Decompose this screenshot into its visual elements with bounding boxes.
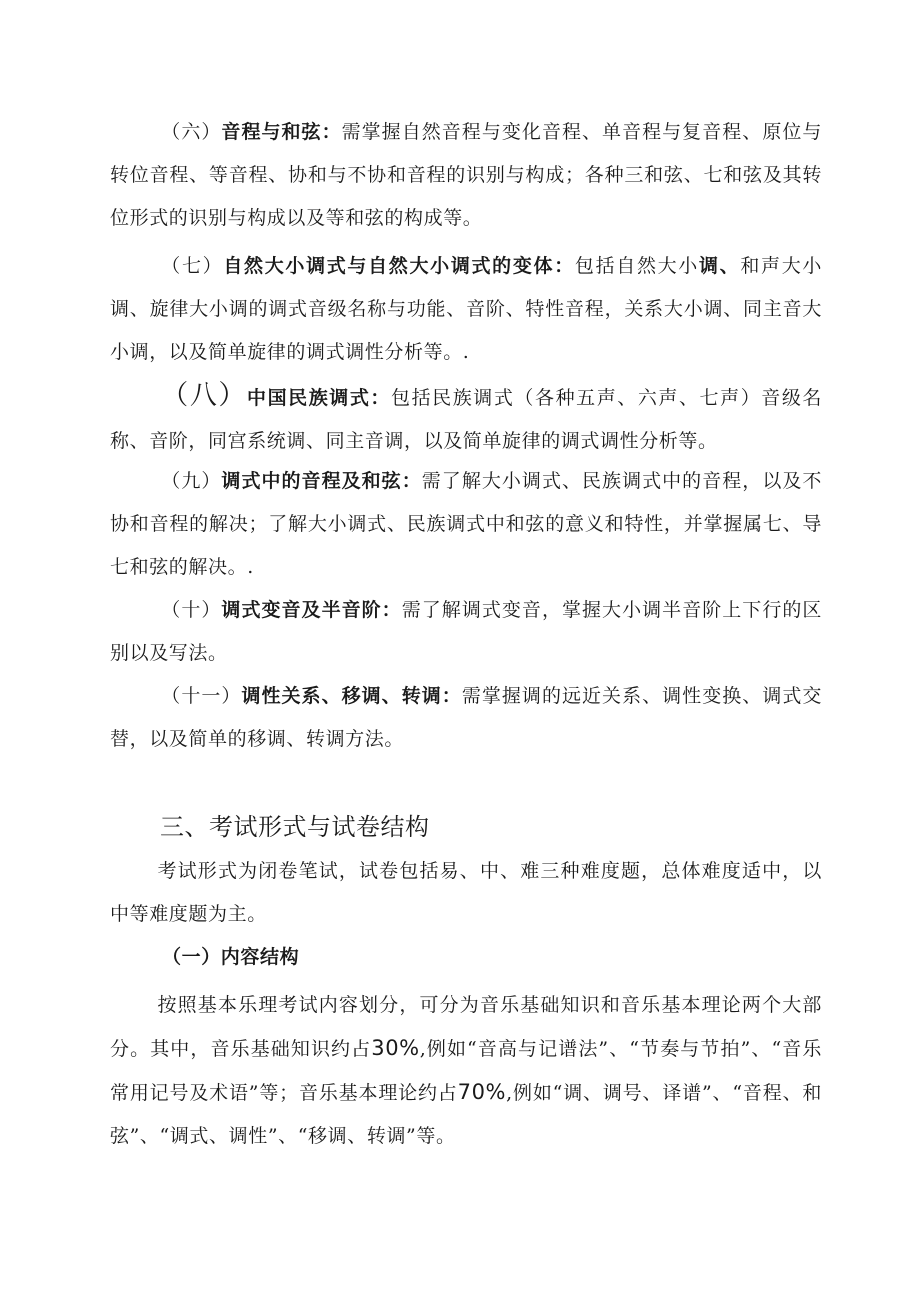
section-9-paragraph (110, 460, 822, 589)
section-10-body: 需了解调式变音，掌握大小调半音阶上下行的区别以及写法。 (110, 599, 822, 664)
section-9-label: （九） (161, 470, 222, 492)
content-structure-text-1: 按照基本乐理考试内容划分，可分为音乐基础知识和音乐基本理论两个大部分。其中，音乐基础知识约占 (110, 994, 822, 1060)
section-7-title: 自然大小调式与自然大小调式的变体： (223, 255, 575, 277)
part-3-heading: 三、考试形式与试卷结构 (160, 813, 430, 841)
section-11-paragraph (110, 675, 822, 761)
section-6-title: 音程与和弦： (221, 121, 342, 143)
content-structure-paragraph (110, 984, 822, 1158)
section-10-paragraph (110, 589, 822, 675)
section-6-label: （六） (161, 121, 222, 143)
section-8-paragraph (110, 374, 822, 463)
section-9-body: 需了解大小调式、民族调式中的音程，以及不协和音程的解决；了解大小调式、民族调式中和弦的意义和特性，并掌握属七、导七和弦的解决。. (110, 470, 822, 578)
section-8-title: 中国民族调式： (247, 387, 392, 409)
content-structure-text-2: ,例如“音高与记谱法”、“节奏与节拍”、“音乐常用记号及术语”等；音乐基本理论约占 (110, 1038, 822, 1104)
section-8-label: （八） (161, 380, 248, 411)
basic-knowledge-percent: 30% (371, 1036, 420, 1060)
section-7-label: （七） (161, 255, 224, 277)
section-11-body: 需掌握调的远近关系、调性变换、调式交替，以及简单的移调、转调方法。 (110, 685, 822, 750)
section-10-label: （十） (161, 599, 222, 621)
section-11-title: 调性关系、移调、转调： (241, 685, 462, 707)
section-7-paragraph (110, 245, 822, 374)
content-structure-text-3: ,例如“调、调号、译谱”、“音程、和弦”、“调式、调性”、“移调、转调”等。 (110, 1082, 822, 1147)
content-structure-subheading: （一）内容结构 (162, 946, 300, 968)
section-7-body-bold: 调、 (698, 255, 741, 277)
section-7-body-1: 包括自然大小 (574, 255, 699, 277)
basic-theory-percent: 70% (457, 1080, 507, 1104)
section-6-paragraph (110, 111, 822, 240)
section-8-body: 包括民族调式（各种五声、六声、七声）音级名称、音阶，同宫系统调、同主音调，以及简单旋律的调式调性分析等。 (110, 387, 823, 452)
part-3-intro: 考试形式为闭卷笔试，试卷包括易、中、难三种难度题，总体难度适中，以中等难度题为主。 (110, 860, 822, 925)
section-9-title: 调式中的音程及和弦： (221, 470, 422, 492)
section-11-label: （十一） (161, 685, 242, 707)
section-6-body: 需掌握自然音程与变化音程、单音程与复音程、原位与转位音程、等音程、协和与不协和音程的识别与构成；各种三和弦、七和弦及其转位形式的识别与构成以及等和弦的构成等。 (110, 121, 822, 229)
section-10-title: 调式变音及半音阶： (221, 599, 402, 621)
section-7-body-2: 和声大小调、旋律大小调的调式音级名称与功能、音阶、特性音程，关系大小调、同主音大小调，以及简单旋律的调式调性分析等。. (110, 255, 822, 363)
